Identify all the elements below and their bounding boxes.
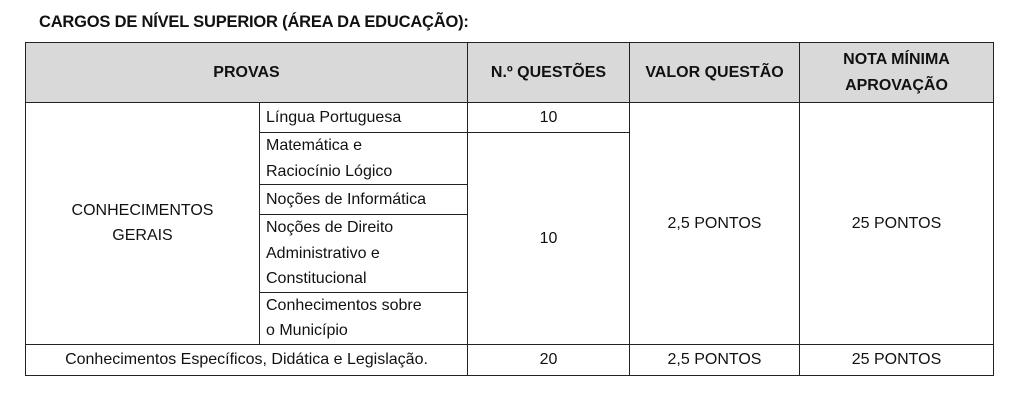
table-row (26, 103, 994, 133)
questions-cell: 10 (468, 103, 630, 133)
subject-line: Administrativo e (266, 244, 380, 262)
subject-line: Raciocínio Lógico (266, 162, 393, 180)
questions-cell: 10 (468, 133, 630, 345)
subject-informatica: Noções de Informática (260, 185, 468, 215)
subject-line: o Município (266, 322, 348, 339)
specific-valor: 2,5 PONTOS (630, 344, 800, 375)
subject-lingua-portuguesa: Língua Portuguesa (260, 103, 468, 133)
section-title: CARGOS DE NÍVEL SUPERIOR (ÁREA DA EDUCAÇÃO): (39, 13, 469, 31)
nota-cell: 25 PONTOS (800, 103, 994, 345)
header-row (26, 43, 994, 103)
header-nota-line2: APROVAÇÃO (845, 76, 948, 94)
subject-matematica (260, 133, 468, 185)
header-nota-line1: NOTA MÍNIMA (843, 51, 950, 68)
header-valor-questao: VALOR QUESTÃO (630, 43, 800, 103)
subject-line: Conhecimentos sobre (266, 296, 422, 314)
specific-nota: 25 PONTOS (800, 344, 994, 375)
exam-table (25, 42, 994, 376)
group-label-line2: GERAIS (112, 227, 173, 245)
subject-line: Constitucional (266, 270, 367, 287)
valor-cell: 2,5 PONTOS (630, 103, 800, 345)
subject-municipio (260, 292, 468, 344)
specific-label: Conhecimentos Específicos, Didática e Legislação. (26, 344, 468, 375)
table-row (26, 344, 994, 375)
subject-line: Matemática e (266, 137, 363, 154)
header-nota-minima (800, 43, 994, 103)
subject-direito (260, 215, 468, 293)
header-provas: PROVAS (26, 43, 468, 103)
group-label-line1: CONHECIMENTOS (71, 201, 214, 219)
header-num-questoes: N.º QUESTÕES (468, 43, 630, 103)
specific-questions: 20 (468, 344, 630, 375)
subject-line: Noções de Direito (266, 219, 394, 236)
group-label-cell (26, 103, 260, 345)
